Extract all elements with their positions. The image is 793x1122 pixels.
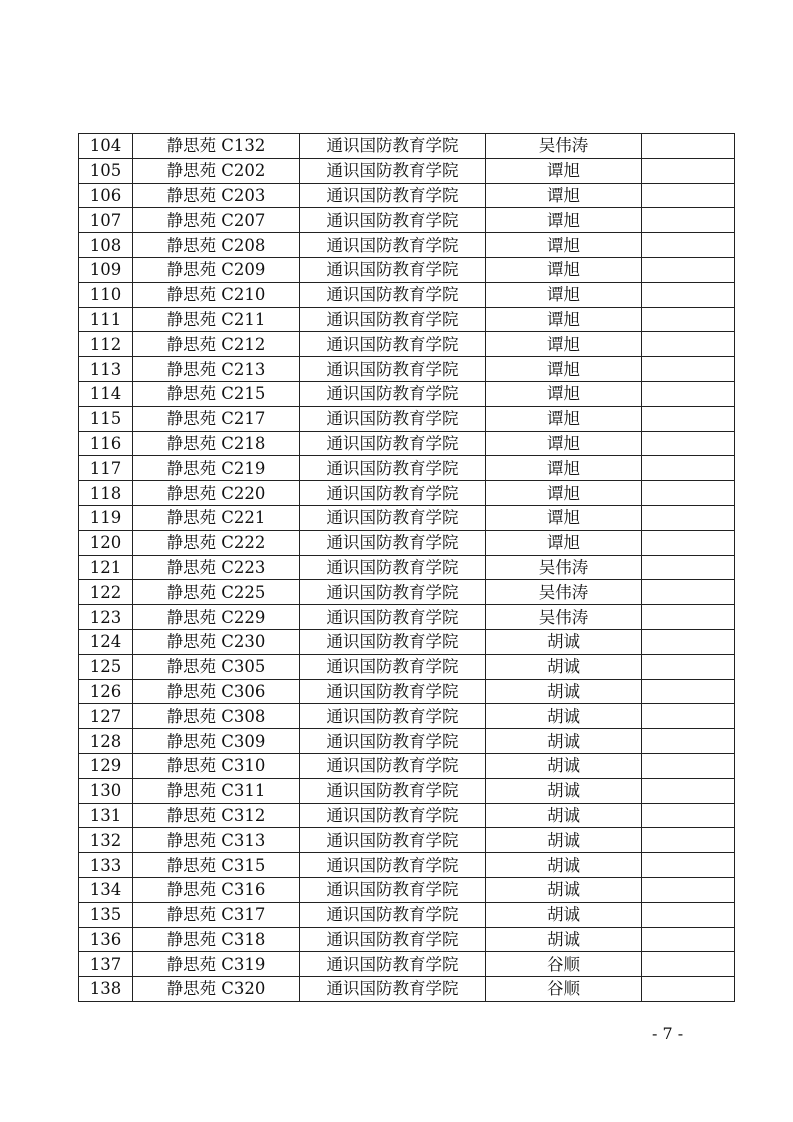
person-cell: 胡诚 <box>486 853 642 878</box>
row-number-cell: 136 <box>79 927 133 952</box>
table-row <box>79 431 735 456</box>
room-cell: 静思苑 C320 <box>133 977 300 1002</box>
room-cell: 静思苑 C318 <box>133 927 300 952</box>
table-row <box>79 134 735 159</box>
table-row <box>79 505 735 530</box>
college-cell: 通识国防教育学院 <box>300 753 486 778</box>
row-number-cell: 115 <box>79 406 133 431</box>
row-number-cell: 105 <box>79 158 133 183</box>
college-cell: 通识国防教育学院 <box>300 803 486 828</box>
person-cell: 谭旭 <box>486 208 642 233</box>
row-number-cell: 124 <box>79 629 133 654</box>
note-cell <box>642 530 735 555</box>
note-cell <box>642 778 735 803</box>
person-cell: 谭旭 <box>486 357 642 382</box>
note-cell <box>642 183 735 208</box>
row-number-cell: 110 <box>79 282 133 307</box>
person-cell: 谭旭 <box>486 158 642 183</box>
college-cell: 通识国防教育学院 <box>300 704 486 729</box>
row-number-cell: 116 <box>79 431 133 456</box>
note-cell <box>642 134 735 159</box>
college-cell: 通识国防教育学院 <box>300 456 486 481</box>
table-row <box>79 629 735 654</box>
table-row <box>79 357 735 382</box>
row-number-cell: 107 <box>79 208 133 233</box>
person-cell: 谭旭 <box>486 332 642 357</box>
room-cell: 静思苑 C306 <box>133 679 300 704</box>
room-cell: 静思苑 C132 <box>133 134 300 159</box>
room-cell: 静思苑 C210 <box>133 282 300 307</box>
college-cell: 通识国防教育学院 <box>300 605 486 630</box>
row-number-cell: 119 <box>79 505 133 530</box>
note-cell <box>642 828 735 853</box>
note-cell <box>642 580 735 605</box>
note-cell <box>642 704 735 729</box>
room-cell: 静思苑 C230 <box>133 629 300 654</box>
college-cell: 通识国防教育学院 <box>300 208 486 233</box>
table-row <box>79 555 735 580</box>
college-cell: 通识国防教育学院 <box>300 183 486 208</box>
room-cell: 静思苑 C209 <box>133 257 300 282</box>
college-cell: 通识国防教育学院 <box>300 927 486 952</box>
table-row <box>79 530 735 555</box>
row-number-cell: 123 <box>79 605 133 630</box>
person-cell: 吴伟涛 <box>486 555 642 580</box>
college-cell: 通识国防教育学院 <box>300 580 486 605</box>
room-cell: 静思苑 C225 <box>133 580 300 605</box>
person-cell: 谭旭 <box>486 282 642 307</box>
row-number-cell: 109 <box>79 257 133 282</box>
person-cell: 谭旭 <box>486 481 642 506</box>
person-cell: 胡诚 <box>486 803 642 828</box>
college-cell: 通识国防教育学院 <box>300 853 486 878</box>
table-row <box>79 729 735 754</box>
person-cell: 胡诚 <box>486 704 642 729</box>
note-cell <box>642 679 735 704</box>
note-cell <box>642 505 735 530</box>
person-cell: 谭旭 <box>486 381 642 406</box>
room-cell: 静思苑 C220 <box>133 481 300 506</box>
table-row <box>79 332 735 357</box>
row-number-cell: 135 <box>79 902 133 927</box>
table-row <box>79 877 735 902</box>
row-number-cell: 130 <box>79 778 133 803</box>
person-cell: 吴伟涛 <box>486 134 642 159</box>
row-number-cell: 113 <box>79 357 133 382</box>
person-cell: 谭旭 <box>486 456 642 481</box>
table-row <box>79 233 735 258</box>
row-number-cell: 126 <box>79 679 133 704</box>
note-cell <box>642 282 735 307</box>
table-row <box>79 307 735 332</box>
row-number-cell: 138 <box>79 977 133 1002</box>
note-cell <box>642 629 735 654</box>
person-cell: 谭旭 <box>486 505 642 530</box>
roster-table-body <box>79 134 735 1002</box>
table-row <box>79 977 735 1002</box>
person-cell: 胡诚 <box>486 902 642 927</box>
row-number-cell: 118 <box>79 481 133 506</box>
table-row <box>79 605 735 630</box>
room-cell: 静思苑 C215 <box>133 381 300 406</box>
row-number-cell: 111 <box>79 307 133 332</box>
row-number-cell: 121 <box>79 555 133 580</box>
college-cell: 通识国防教育学院 <box>300 381 486 406</box>
person-cell: 谭旭 <box>486 183 642 208</box>
college-cell: 通识国防教育学院 <box>300 828 486 853</box>
note-cell <box>642 357 735 382</box>
table-row <box>79 406 735 431</box>
college-cell: 通识国防教育学院 <box>300 505 486 530</box>
room-cell: 静思苑 C311 <box>133 778 300 803</box>
row-number-cell: 117 <box>79 456 133 481</box>
table-row <box>79 952 735 977</box>
person-cell: 胡诚 <box>486 778 642 803</box>
row-number-cell: 137 <box>79 952 133 977</box>
table-row <box>79 158 735 183</box>
table-row <box>79 753 735 778</box>
college-cell: 通识国防教育学院 <box>300 406 486 431</box>
person-cell: 胡诚 <box>486 629 642 654</box>
college-cell: 通识国防教育学院 <box>300 977 486 1002</box>
note-cell <box>642 233 735 258</box>
room-cell: 静思苑 C308 <box>133 704 300 729</box>
table-row <box>79 679 735 704</box>
note-cell <box>642 977 735 1002</box>
row-number-cell: 106 <box>79 183 133 208</box>
table-row <box>79 481 735 506</box>
room-cell: 静思苑 C315 <box>133 853 300 878</box>
person-cell: 谭旭 <box>486 257 642 282</box>
person-cell: 谭旭 <box>486 431 642 456</box>
table-row <box>79 803 735 828</box>
room-cell: 静思苑 C218 <box>133 431 300 456</box>
person-cell: 胡诚 <box>486 679 642 704</box>
table-row <box>79 282 735 307</box>
person-cell: 胡诚 <box>486 753 642 778</box>
table-row <box>79 257 735 282</box>
college-cell: 通识国防教育学院 <box>300 629 486 654</box>
room-cell: 静思苑 C317 <box>133 902 300 927</box>
note-cell <box>642 753 735 778</box>
college-cell: 通识国防教育学院 <box>300 778 486 803</box>
college-cell: 通识国防教育学院 <box>300 257 486 282</box>
row-number-cell: 122 <box>79 580 133 605</box>
room-cell: 静思苑 C316 <box>133 877 300 902</box>
person-cell: 胡诚 <box>486 654 642 679</box>
person-cell: 胡诚 <box>486 729 642 754</box>
note-cell <box>642 877 735 902</box>
table-row <box>79 183 735 208</box>
person-cell: 谷顺 <box>486 977 642 1002</box>
room-cell: 静思苑 C223 <box>133 555 300 580</box>
row-number-cell: 134 <box>79 877 133 902</box>
table-row <box>79 208 735 233</box>
row-number-cell: 129 <box>79 753 133 778</box>
room-cell: 静思苑 C222 <box>133 530 300 555</box>
row-number-cell: 125 <box>79 654 133 679</box>
college-cell: 通识国防教育学院 <box>300 158 486 183</box>
row-number-cell: 128 <box>79 729 133 754</box>
college-cell: 通识国防教育学院 <box>300 555 486 580</box>
room-cell: 静思苑 C219 <box>133 456 300 481</box>
note-cell <box>642 952 735 977</box>
college-cell: 通识国防教育学院 <box>300 679 486 704</box>
table-row <box>79 778 735 803</box>
room-cell: 静思苑 C310 <box>133 753 300 778</box>
note-cell <box>642 555 735 580</box>
room-cell: 静思苑 C309 <box>133 729 300 754</box>
note-cell <box>642 902 735 927</box>
college-cell: 通识国防教育学院 <box>300 357 486 382</box>
table-row <box>79 381 735 406</box>
note-cell <box>642 927 735 952</box>
page-number: - 7 - <box>652 1024 684 1043</box>
college-cell: 通识国防教育学院 <box>300 332 486 357</box>
room-cell: 静思苑 C221 <box>133 505 300 530</box>
college-cell: 通识国防教育学院 <box>300 530 486 555</box>
note-cell <box>642 208 735 233</box>
table-row <box>79 927 735 952</box>
person-cell: 谷顺 <box>486 952 642 977</box>
row-number-cell: 133 <box>79 853 133 878</box>
row-number-cell: 132 <box>79 828 133 853</box>
room-cell: 静思苑 C213 <box>133 357 300 382</box>
person-cell: 谭旭 <box>486 233 642 258</box>
note-cell <box>642 481 735 506</box>
note-cell <box>642 406 735 431</box>
note-cell <box>642 456 735 481</box>
room-cell: 静思苑 C312 <box>133 803 300 828</box>
room-cell: 静思苑 C211 <box>133 307 300 332</box>
person-cell: 胡诚 <box>486 877 642 902</box>
room-cell: 静思苑 C229 <box>133 605 300 630</box>
note-cell <box>642 431 735 456</box>
row-number-cell: 120 <box>79 530 133 555</box>
row-number-cell: 131 <box>79 803 133 828</box>
note-cell <box>642 158 735 183</box>
college-cell: 通识国防教育学院 <box>300 654 486 679</box>
room-cell: 静思苑 C212 <box>133 332 300 357</box>
row-number-cell: 104 <box>79 134 133 159</box>
room-cell: 静思苑 C203 <box>133 183 300 208</box>
room-cell: 静思苑 C208 <box>133 233 300 258</box>
person-cell: 胡诚 <box>486 828 642 853</box>
room-cell: 静思苑 C319 <box>133 952 300 977</box>
room-cell: 静思苑 C202 <box>133 158 300 183</box>
person-cell: 吴伟涛 <box>486 580 642 605</box>
row-number-cell: 112 <box>79 332 133 357</box>
table-row <box>79 828 735 853</box>
college-cell: 通识国防教育学院 <box>300 729 486 754</box>
table-row <box>79 654 735 679</box>
college-cell: 通识国防教育学院 <box>300 877 486 902</box>
college-cell: 通识国防教育学院 <box>300 481 486 506</box>
row-number-cell: 108 <box>79 233 133 258</box>
note-cell <box>642 853 735 878</box>
person-cell: 谭旭 <box>486 406 642 431</box>
table-row <box>79 902 735 927</box>
room-cell: 静思苑 C217 <box>133 406 300 431</box>
college-cell: 通识国防教育学院 <box>300 134 486 159</box>
note-cell <box>642 654 735 679</box>
note-cell <box>642 605 735 630</box>
table-row <box>79 704 735 729</box>
college-cell: 通识国防教育学院 <box>300 307 486 332</box>
college-cell: 通识国防教育学院 <box>300 431 486 456</box>
dormitory-roster-table <box>78 133 735 1002</box>
college-cell: 通识国防教育学院 <box>300 902 486 927</box>
note-cell <box>642 381 735 406</box>
note-cell <box>642 729 735 754</box>
row-number-cell: 114 <box>79 381 133 406</box>
college-cell: 通识国防教育学院 <box>300 233 486 258</box>
note-cell <box>642 307 735 332</box>
room-cell: 静思苑 C313 <box>133 828 300 853</box>
college-cell: 通识国防教育学院 <box>300 282 486 307</box>
person-cell: 胡诚 <box>486 927 642 952</box>
note-cell <box>642 803 735 828</box>
table-row <box>79 580 735 605</box>
table-row <box>79 456 735 481</box>
note-cell <box>642 257 735 282</box>
room-cell: 静思苑 C207 <box>133 208 300 233</box>
person-cell: 吴伟涛 <box>486 605 642 630</box>
table-row <box>79 853 735 878</box>
person-cell: 谭旭 <box>486 530 642 555</box>
room-cell: 静思苑 C305 <box>133 654 300 679</box>
row-number-cell: 127 <box>79 704 133 729</box>
college-cell: 通识国防教育学院 <box>300 952 486 977</box>
note-cell <box>642 332 735 357</box>
person-cell: 谭旭 <box>486 307 642 332</box>
